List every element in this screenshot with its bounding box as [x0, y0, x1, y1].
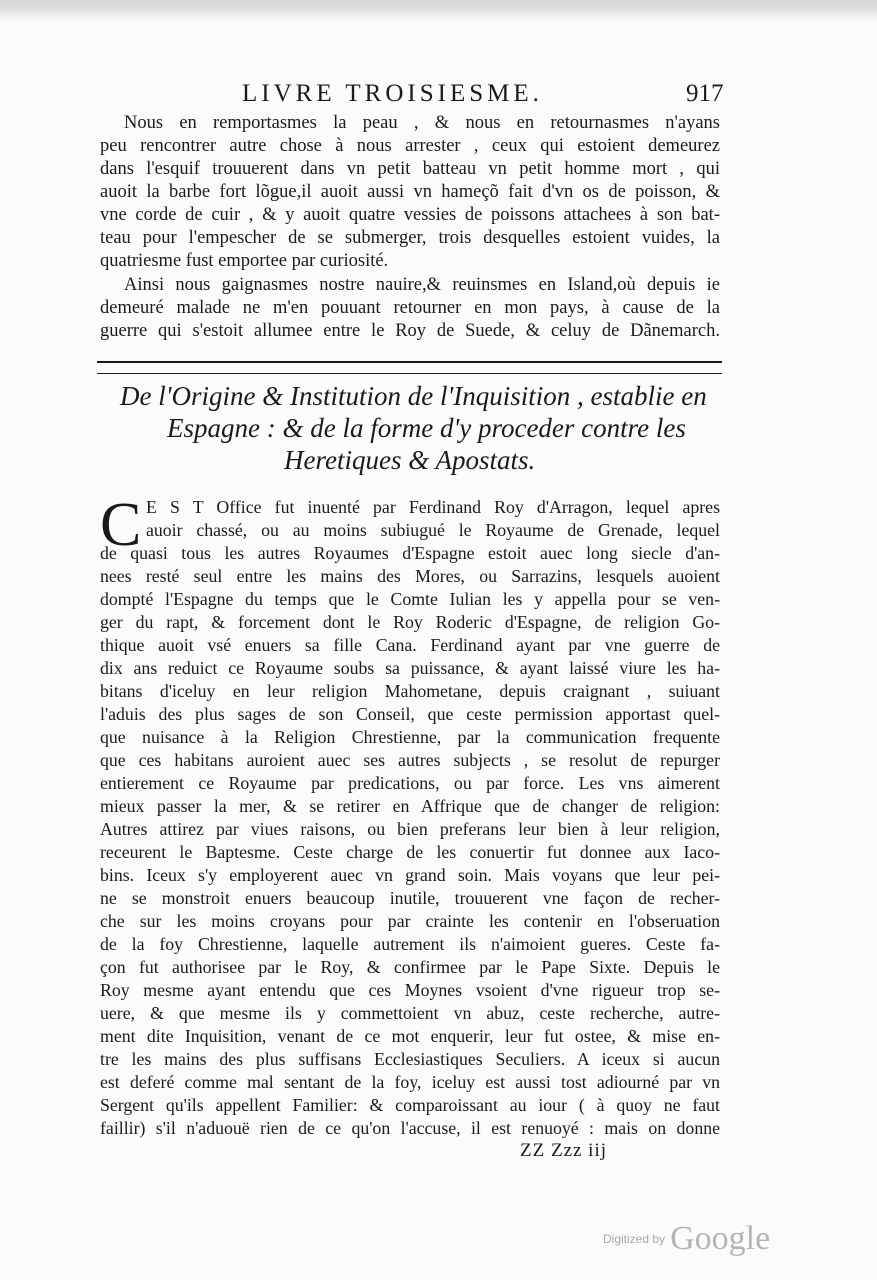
paragraph-line: demeuré malade ne m'en pouuant retourner en mon pays, à cause de la: [100, 298, 720, 318]
body-line: uere, & que mesme ils y commettoient vn abuz, ceste recherche, autre-: [100, 1003, 720, 1023]
heading-line: Heretiques & Apostats.: [284, 445, 536, 475]
paragraph-line: Ainsi nous gaignasmes nostre nauire,& reuinsmes en Island,où depuis ie: [124, 275, 720, 295]
paragraph-line: vne corde de cuir , & y auoit quatre vessies de poissons attachees à son bat-: [100, 205, 720, 225]
body-line: de la foy Chrestienne, laquelle autrement ils n'aimoient gueres. Ceste fa-: [100, 934, 720, 954]
body-line: dix ans reduict ce Royaume soubs sa puissance, & ayant laissé viure les ha-: [100, 658, 720, 678]
google-logo: Google: [670, 1220, 771, 1257]
body-line: ne se monstroit enuers beaucoup inutile, trouuerent vne façon de recher-: [100, 888, 720, 908]
body-line: entierement ce Royaume par predications, ou par force. Les vns aimerent: [100, 773, 720, 793]
paragraph-2: [100, 274, 720, 343]
body-line: ment dite Inquisition, venant de ce mot enquerir, leur fut ostee, & mise en-: [100, 1026, 720, 1046]
body-line: çon fut authorisee par le Roy, & confirmee par le Pape Sixte. Depuis le: [100, 957, 720, 977]
body-line: l'aduis des plus sages de son Conseil, que ceste permission apportast quel-: [100, 704, 720, 724]
body-line: mieux passer la mer, & se retirer en Affrique que de changer de religion:: [100, 796, 720, 816]
body-line: receurent le Baptesme. Ceste charge de les conuertir fut donnee aux Iaco-: [100, 842, 720, 862]
scan-shadow-edge: [0, 0, 877, 22]
page-number: 917: [686, 80, 724, 107]
body-line: thique auoit vsé enuers sa fille Cana. Ferdinand ayant par vne guerre de: [100, 635, 720, 655]
paragraph-line: guerre qui s'estoit allumee entre le Roy de Suede, & celuy de Dãnemarch.: [100, 321, 720, 341]
body-line: que ces habitans auroient auec ses autres subjects , se resolut de repurger: [100, 750, 720, 770]
paragraph-line: teau pour l'empescher de se submerger, trois desquelles estoient vuides, la: [100, 228, 720, 248]
paragraph-line: dans l'esquif trouuerent dans vn petit batteau vn petit homme mort , qui: [100, 159, 720, 179]
signature-mark: ZZ Zzz iij: [520, 1140, 608, 1161]
paragraph-line: peu rencontrer autre chose à nous arrester , ceux qui estoient demeurez: [100, 136, 720, 156]
body-line: E S T Office fut inuenté par Ferdinand Roy d'Arragon, lequel apres: [146, 497, 720, 517]
digitized-watermark: [603, 1220, 770, 1260]
heading-line: Espagne : & de la forme d'y proceder contre les: [167, 413, 686, 443]
body-line: Roy mesme ayant entendu que ces Moynes vsoient d'vne rigueur trop se-: [100, 980, 720, 1000]
body-line: nees resté seul entre les mains des Mores, ou Sarrazins, lesquels auoient: [100, 566, 720, 586]
watermark-prefix: Digitized by: [603, 1232, 666, 1246]
section-heading: [100, 380, 720, 476]
heading-line: De l'Origine & Institution de l'Inquisition , establie en: [120, 381, 707, 411]
body-line: ger du rapt, & forcement dont le Roy Roderic d'Espagne, de religion Go-: [100, 612, 720, 632]
body-line: bitans d'iceluy en leur religion Mahometane, depuis craignant , suiuant: [100, 681, 720, 701]
body-line: tre les mains des plus suffisans Ecclesiastiques Seculiers. A iceux si aucun: [100, 1049, 720, 1069]
section-rule-thin: [97, 373, 722, 374]
body-line: est deferé comme mal sentant de la foy, iceluy est aussi tost adiourné par vn: [100, 1072, 720, 1092]
body-line: faillir) s'il n'aduouë rien de ce qu'on l'accuse, il est renuoyé : mais on donne: [100, 1118, 720, 1138]
body-text: [100, 491, 720, 1140]
running-title: LIVRE TROISIESME.: [242, 80, 543, 107]
paragraph-1: [100, 112, 720, 273]
body-line: dompté l'Espagne du temps que le Comte Iulian les y appella pour se ven-: [100, 589, 720, 609]
body-line: Autres attirez par viues raisons, ou bien preferans leur bien à leur religion,: [100, 819, 720, 839]
body-line: que nuisance à la Religion Chrestienne, par la communication frequente: [100, 727, 720, 747]
paragraph-line: auoit la barbe fort lõgue,il auoit aussi vn hameçõ fait d'vn os de poisson, &: [100, 182, 720, 202]
paragraph-line: quatriesme fust emportee par curiosité.: [100, 251, 389, 271]
body-line: auoir chassé, ou au moins subiugué le Royaume de Grenade, lequel: [146, 520, 720, 540]
paragraph-line: Nous en remportasmes la peau , & nous en retournasmes n'ayans: [124, 113, 720, 133]
body-line: Sergent qu'ils appellent Familier: & comparoissant au iour ( à quoy ne faut: [100, 1095, 720, 1115]
body-line: bins. Iceux s'y employerent auec vn grand soin. Mais voyans que leur pei-: [100, 865, 720, 885]
drop-cap: C: [100, 491, 142, 559]
body-line: che sur les moins croyans pour par crainte les contenir en l'obseruation: [100, 911, 720, 931]
body-line: de quasi tous les autres Royaumes d'Espagne estoit auec long siecle d'an-: [100, 543, 720, 563]
section-rule-thick: [97, 361, 722, 363]
